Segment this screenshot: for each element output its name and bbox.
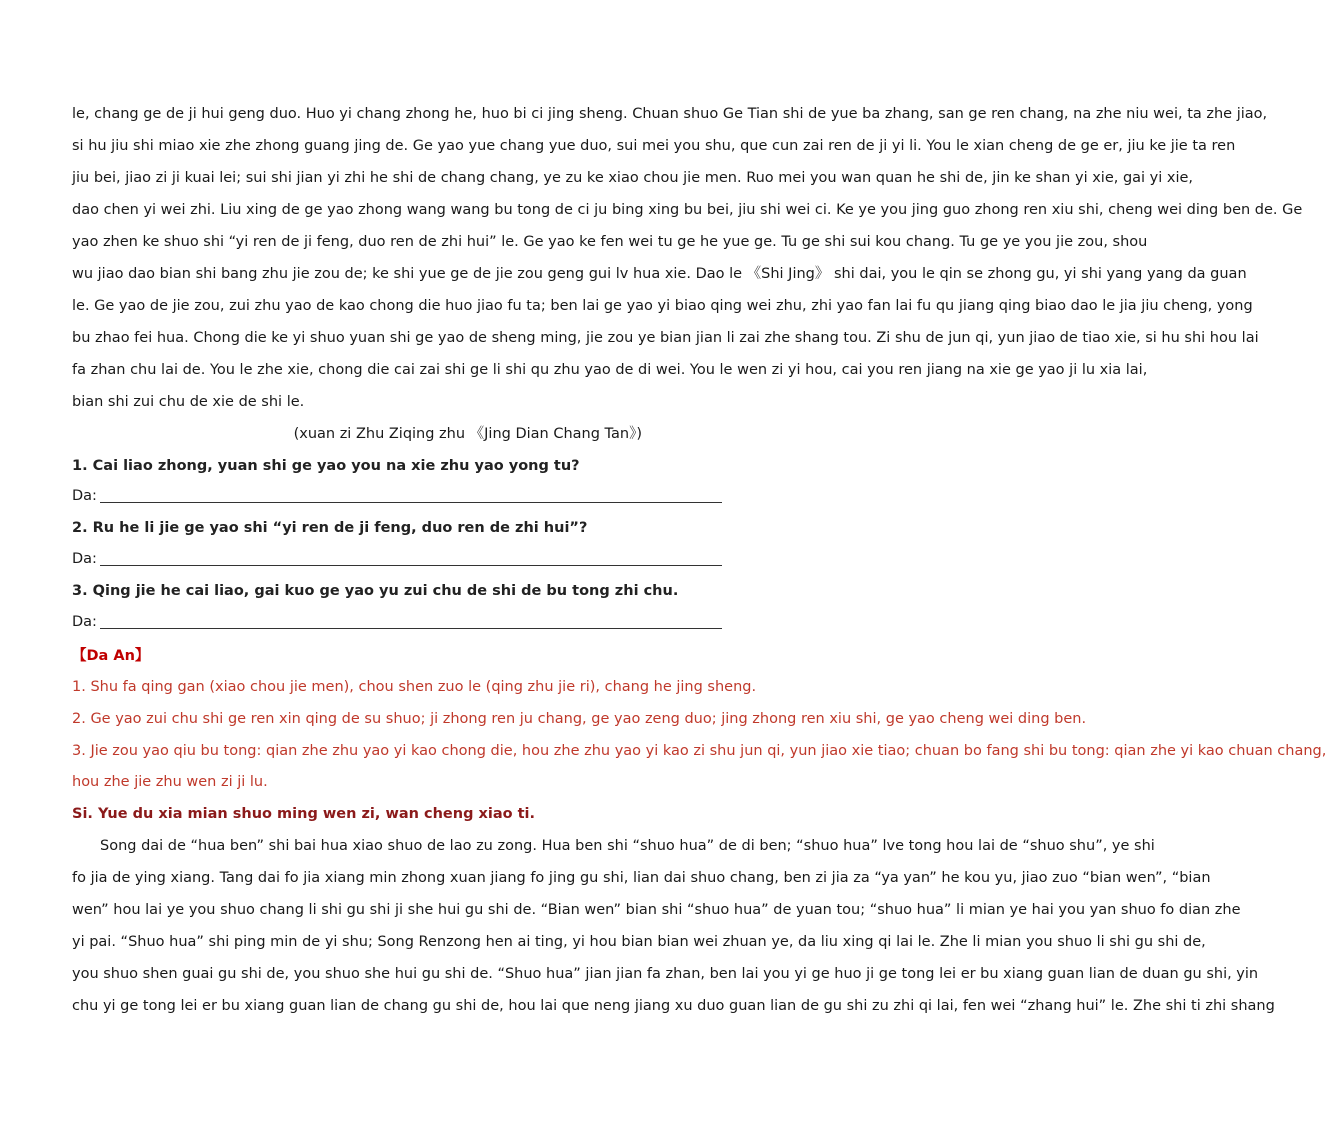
answer-key-title: 【Da An】: [72, 648, 150, 664]
answer-key-line: 1. Shu fa qing gan (xiao chou jie men), chou shen zuo le (qing zhu jie ri), chang he jing sheng.: [72, 679, 757, 695]
section-line: fo jia de ying xiang. Tang dai fo jia xiang min zhong xuan jiang fo jing gu shi, lian dai shuo chang, ben zi jia za “ya yan” he kou yu, jiao zuo “bian wen”, “bian: [72, 870, 1211, 886]
answer-blank-3[interactable]: [100, 628, 722, 629]
answer-row-1[interactable]: [72, 486, 722, 506]
section-line: Song dai de “hua ben” shi bai hua xiao shuo de lao zu zong. Hua ben shi “shuo hua” de di ben; “shuo hua” lve tong hou lai de “shuo shu”, ye shi: [100, 838, 1155, 854]
passage-line: fa zhan chu lai de. You le zhe xie, chong die cai zai shi ge li shi qu zhu yao de di wei. You le wen zi yi hou, cai you ren jiang na xie ge yao ji lu xia lai,: [72, 362, 1148, 378]
passage-line: dao chen yi wei zhi. Liu xing de ge yao zhong wang wang bu tong de ci ju bing xing bu bei, jiu shi wei ci. Ke ye you jing guo zhong ren xiu shi, cheng wei ding ben de. Ge: [72, 202, 1303, 218]
passage-line: wu jiao dao bian shi bang zhu jie zou de; ke shi yue ge de jie zou geng gui lv hua xie. Dao le 《Shi Jing》 shi dai, you le qin se zhong gu, yi shi yang yang da guan: [72, 266, 1247, 282]
section-line: yi pai. “Shuo hua” shi ping min de yi shu; Song Renzong hen ai ting, yi hou bian bian wei zhuan ye, da liu xing qi lai le. Zhe li mian you shuo li shi gu shi de,: [72, 934, 1206, 950]
answer-label: Da:: [72, 551, 97, 567]
section-heading: Si. Yue du xia mian shuo ming wen zi, wan cheng xiao ti.: [72, 806, 536, 822]
section-line: wen” hou lai ye you shuo chang li shi gu shi ji she hui gu shi de. “Bian wen” bian shi “shuo hua” de yuan tou; “shuo hua” li mian ye hai you yan shuo fo dian zhe: [72, 902, 1241, 918]
passage-line: yao zhen ke shuo shi “yi ren de ji feng, duo ren de zhi hui” le. Ge yao ke fen wei tu ge he yue ge. Tu ge shi sui kou chang. Tu ge ye you jie zou, shou: [72, 234, 1148, 250]
passage-source: (xuan zi Zhu Ziqing zhu 《Jing Dian Chang Tan》): [293, 426, 642, 442]
answer-label: Da:: [72, 488, 97, 504]
passage-line: le. Ge yao de jie zou, zui zhu yao de kao chong die huo jiao fu ta; ben lai ge yao yi biao qing wei zhu, zhi yao fan lai fu qu jiang qing biao dao le jia jiu cheng, yong: [72, 298, 1253, 314]
passage-line: bu zhao fei hua. Chong die ke yi shuo yuan shi ge yao de sheng ming, jie zou ye bian jian li zai zhe shang tou. Zi shu de jun qi, yun jiao de tiao xie, si hu shi hou lai: [72, 330, 1259, 346]
section-line: chu yi ge tong lei er bu xiang guan lian de chang gu shi de, hou lai que neng jiang xu duo guan lian de gu shi zu zhi qi lai, fen wei “zhang hui” le. Zhe shi ti zhi shang: [72, 998, 1275, 1014]
question-3: 3. Qing jie he cai liao, gai kuo ge yao yu zui chu de shi de bu tong zhi chu.: [72, 583, 679, 599]
passage-line: jiu bei, jiao zi ji kuai lei; sui shi jian yi zhi he shi de chang chang, ye zu ke xiao chou jie men. Ruo mei you wan quan he shi de, jin ke shan yi xie, gai yi xie,: [72, 170, 1194, 186]
answer-blank-1[interactable]: [100, 502, 722, 503]
passage-line: le, chang ge de ji hui geng duo. Huo yi chang zhong he, huo bi ci jing sheng. Chuan shuo Ge Tian shi de yue ba zhang, san ge ren chang, na zhe niu wei, ta zhe jiao,: [72, 106, 1268, 122]
passage-line: si hu jiu shi miao xie zhe zhong guang jing de. Ge yao yue chang yue duo, sui mei you shu, que cun zai ren de ji yi li. You le xian cheng de ge er, jiu ke jie ta ren: [72, 138, 1236, 154]
answer-key-line: hou zhe jie zhu wen zi ji lu.: [72, 774, 268, 790]
answer-row-3[interactable]: [72, 612, 722, 632]
section-line: you shuo shen guai gu shi de, you shuo she hui gu shi de. “Shuo hua” jian jian fa zhan, ben lai you yi ge huo ji ge tong lei er bu xiang guan lian de duan gu shi, yin: [72, 966, 1259, 982]
passage-line: bian shi zui chu de xie de shi le.: [72, 394, 305, 410]
question-1: 1. Cai liao zhong, yuan shi ge yao you na xie zhu yao yong tu?: [72, 458, 580, 474]
answer-row-2[interactable]: [72, 549, 722, 569]
answer-label: Da:: [72, 614, 97, 630]
question-2: 2. Ru he li jie ge yao shi “yi ren de ji feng, duo ren de zhi hui”?: [72, 520, 588, 536]
answer-key-line: 3. Jie zou yao qiu bu tong: qian zhe zhu yao yi kao chong die, hou zhe zhu yao yi kao zi shu jun qi, yun jiao xie tiao; chuan bo fang shi bu tong: qian zhe yi kao chuan chang,: [72, 743, 1326, 759]
answer-key-line: 2. Ge yao zui chu shi ge ren xin qing de su shuo; ji zhong ren ju chang, ge yao zeng duo; jing zhong ren xiu shi, ge yao cheng wei ding ben.: [72, 711, 1087, 727]
answer-blank-2[interactable]: [100, 565, 722, 566]
